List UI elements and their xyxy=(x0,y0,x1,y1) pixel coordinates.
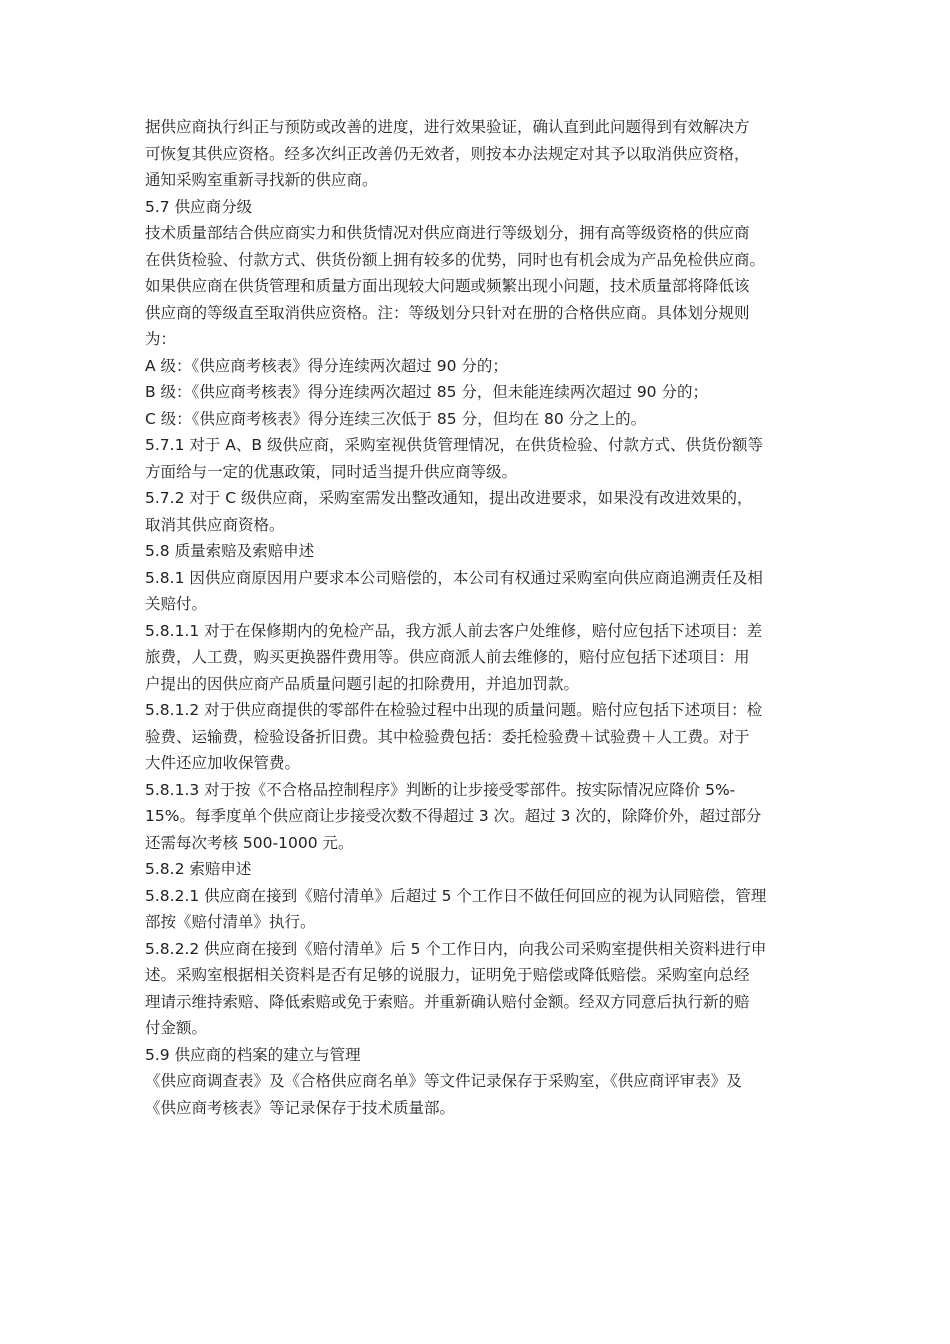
clause-5-8-2: 5.8.2 索赔申述 xyxy=(145,860,252,878)
text-line: 方面给与一定的优惠政策，同时适当提升供应商等级。 xyxy=(145,462,518,481)
clause-5-8-1: 5.8.1 因供应商原因用户要求本公司赔偿的，本公司有权通过采购室向供应商追溯责任及相 xyxy=(145,568,763,587)
text-line: 还需每次考核 500-1000 元。 xyxy=(145,833,354,852)
text-line: 供应商的等级直至取消供应资格。注：等级划分只针对在册的合格供应商。具体划分规则 xyxy=(145,303,750,322)
text-line: 据供应商执行纠正与预防或改善的进度，进行效果验证，确认直到此问题得到有效解决方 xyxy=(145,118,750,136)
text-line: 通知采购室重新寻找新的供应商。 xyxy=(145,171,378,189)
text-line: 如果供应商在供货管理和质量方面出现较大问题或频繁出现小问题，技术质量部将降低该 xyxy=(145,277,750,295)
text-line: 大件还应加收保管费。 xyxy=(145,754,301,772)
text-line: 理请示维持索赔、降低索赔或免于索赔。并重新确认赔付金额。经双方同意后执行新的赔 xyxy=(145,992,750,1011)
text-line: 付金额。 xyxy=(145,1019,208,1037)
text-line: 取消其供应商资格。 xyxy=(145,515,285,534)
text-line: 可恢复其供应资格。经多次纠正改善仍无效者，则按本办法规定对其予以取消供应资格， xyxy=(145,144,750,163)
text-line: 验费、运输费，检验设备折旧费。其中检验费包括：委托检验费＋试验费＋人工费。对于 xyxy=(145,727,750,746)
section-heading-5-7: 5.7 供应商分级 xyxy=(145,197,253,216)
text-line: 户提出的因供应商产品质量问题引起的扣除费用，并追加罚款。 xyxy=(145,674,580,693)
text-line: 在供货检验、付款方式、供货份额上拥有较多的优势，同时也有机会成为产品免检供应商。 xyxy=(145,250,766,269)
text-line: 旅费，人工费，购买更换器件费用等。供应商派人前去维修的，赔付应包括下述项目：用 xyxy=(145,648,750,666)
section-heading-5-8: 5.8 质量索赔及索赔申述 xyxy=(145,542,315,560)
text-line: 为： xyxy=(145,330,177,348)
text-line: 15%。每季度单个供应商让步接受次数不得超过 3 次。超过 3 次的，除降价外，超过部分 xyxy=(145,807,762,825)
grade-b-rule: B 级：《供应商考核表》得分连续两次超过 85 分，但未能连续两次超过 90 分的； xyxy=(145,383,708,401)
text-line: 部按《赔付清单》执行。 xyxy=(145,913,316,931)
text-line: 述。采购室根据相关资料是否有足够的说服力，证明免于赔偿或降低赔偿。采购室向总经 xyxy=(145,966,750,984)
grade-a-rule: A 级：《供应商考核表》得分连续两次超过 90 分的； xyxy=(145,356,508,375)
document-page xyxy=(145,114,825,1121)
clause-5-7-2: 5.7.2 对于 C 级供应商，采购室需发出整改通知，提出改进要求，如果没有改进效果的， xyxy=(145,489,753,507)
clause-5-8-1-1: 5.8.1.1 对于在保修期内的免检产品，我方派人前去客户处维修，赔付应包括下述项目：差 xyxy=(145,621,763,640)
text-line: 关赔付。 xyxy=(145,595,208,613)
text-line: 《供应商调查表》及《合格供应商名单》等文件记录保存于采购室，《供应商评审表》及 xyxy=(145,1072,742,1090)
clause-5-8-2-2: 5.8.2.2 供应商在接到《赔付清单》后 5 个工作日内，向我公司采购室提供相关资料进行申 xyxy=(145,939,767,958)
text-line: 《供应商考核表》等记录保存于技术质量部。 xyxy=(145,1098,456,1117)
grade-c-rule: C 级：《供应商考核表》得分连续三次低于 85 分，但均在 80 分之上的。 xyxy=(145,409,647,428)
clause-5-7-1: 5.7.1 对于 A、B 级供应商，采购室视供货管理情况，在供货检验、付款方式、供货份额等 xyxy=(145,436,763,454)
clause-5-8-1-2: 5.8.1.2 对于供应商提供的零部件在检验过程中出现的质量问题。赔付应包括下述项目：检 xyxy=(145,701,763,719)
clause-5-8-1-3: 5.8.1.3 对于按《不合格品控制程序》判断的让步接受零部件。按实际情况应降价 5%- xyxy=(145,780,736,799)
clause-5-8-2-1: 5.8.2.1 供应商在接到《赔付清单》后超过 5 个工作日不做任何回应的视为认同赔偿，管理 xyxy=(145,886,767,905)
section-heading-5-9: 5.9 供应商的档案的建立与管理 xyxy=(145,1045,361,1064)
text-line: 技术质量部结合供应商实力和供货情况对供应商进行等级划分，拥有高等级资格的供应商 xyxy=(145,224,750,242)
